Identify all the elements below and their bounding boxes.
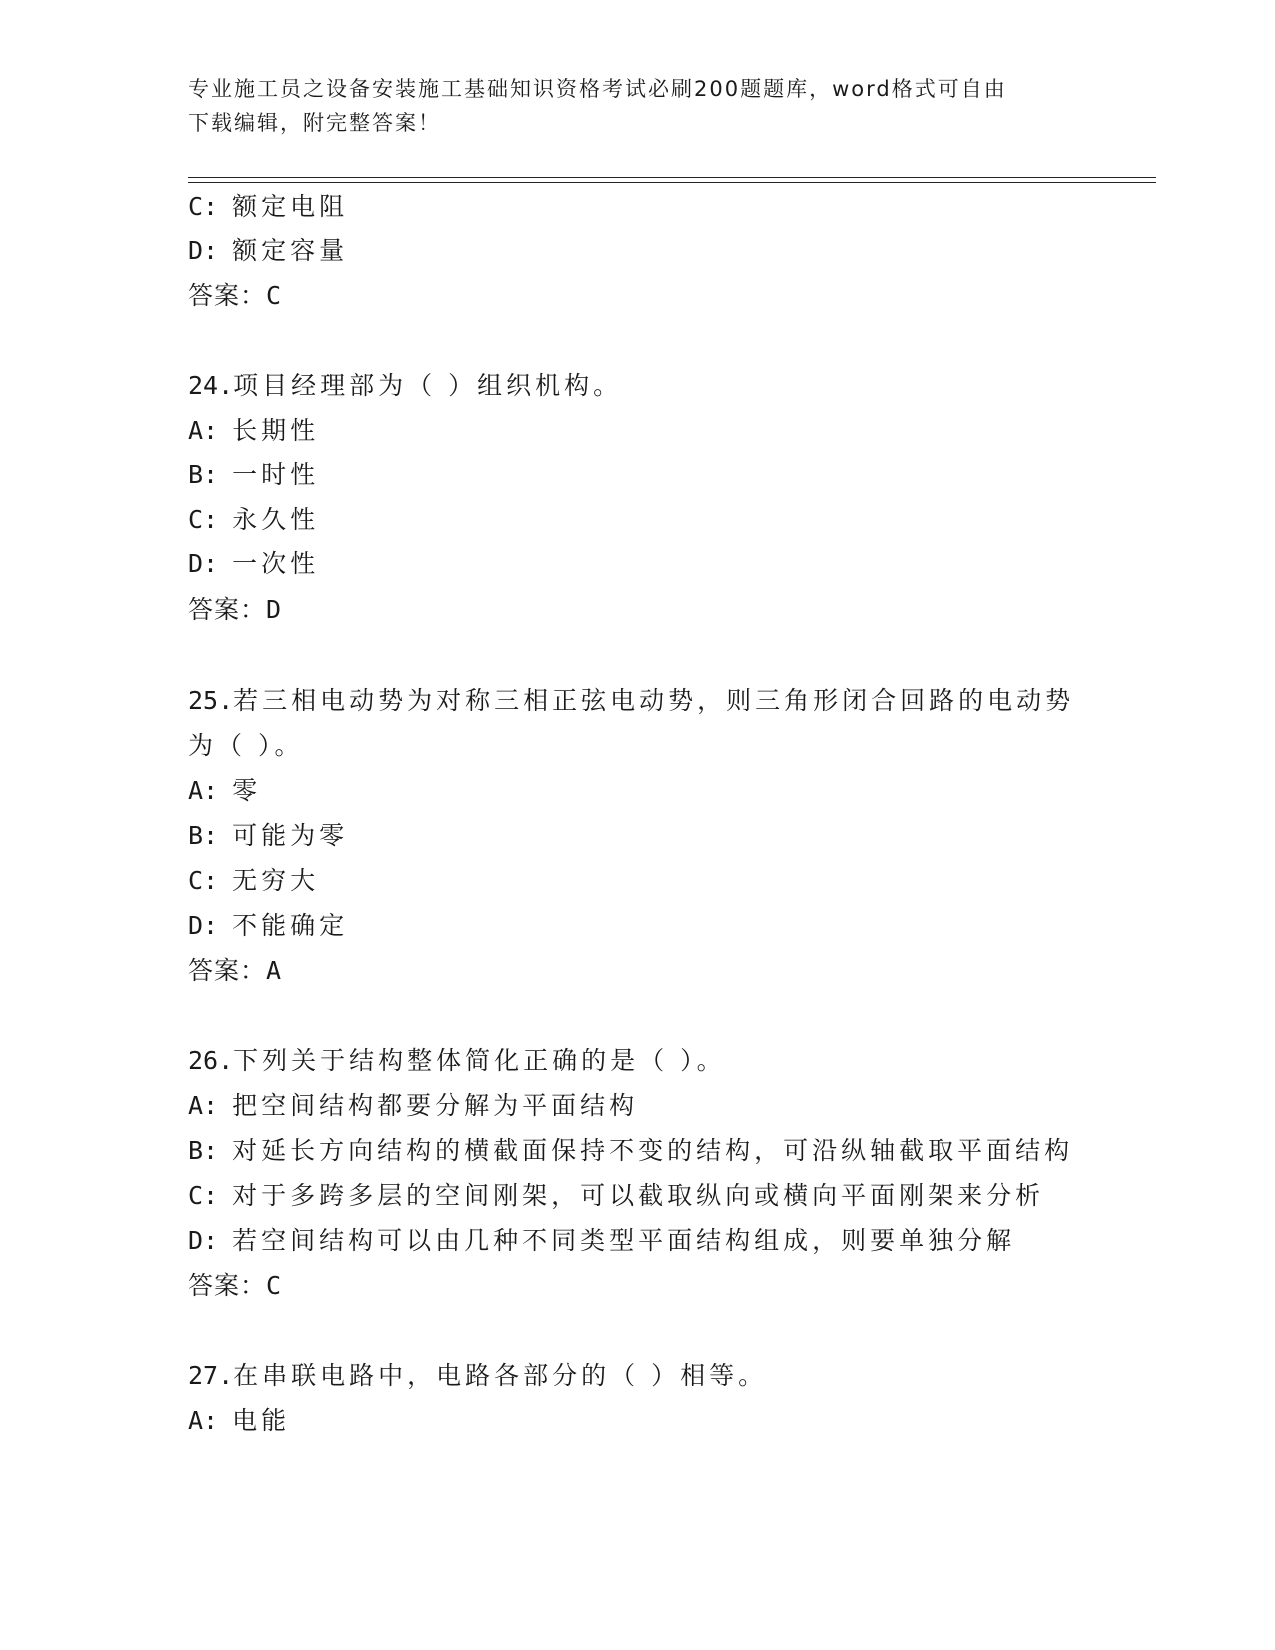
option-d: [188, 910, 348, 942]
option-letter: D:: [188, 236, 219, 265]
option-a: [188, 1405, 290, 1437]
option-text: 一时性: [232, 460, 320, 489]
question-number: 27.: [188, 1361, 234, 1390]
answer-line: [188, 280, 282, 312]
answer-value: C: [266, 1271, 283, 1300]
answer-line: [188, 594, 282, 626]
option-letter: B:: [188, 460, 219, 489]
header-rule-bottom: [188, 182, 1156, 183]
option-text: 对延长方向结构的横截面保持不变的结构，可沿纵轴截取平面结构: [232, 1136, 1074, 1165]
option-b: [188, 459, 319, 491]
option-c: [188, 191, 348, 223]
answer-line: [188, 1270, 282, 1302]
option-letter: A:: [188, 776, 219, 805]
option-letter: D:: [188, 1226, 219, 1255]
question-text: 项目经理部为（ ）组织机构。: [233, 371, 623, 400]
option-c: [188, 504, 319, 536]
option-text: 可能为零: [232, 821, 349, 850]
answer-label: 答案：: [188, 1271, 267, 1300]
option-text: 额定容量: [232, 236, 349, 265]
answer-value: A: [266, 956, 283, 985]
option-letter: D:: [188, 911, 219, 940]
header-title-line-2: 下载编辑，附完整答案！: [188, 111, 441, 135]
question-text-continued: 为（ ）。: [188, 731, 304, 760]
option-d: [188, 548, 319, 580]
answer-line: [188, 955, 282, 987]
option-c: [188, 865, 319, 897]
option-letter: A:: [188, 1091, 219, 1120]
answer-value: D: [266, 595, 283, 624]
option-text: 长期性: [232, 416, 320, 445]
question-continuation: [188, 730, 303, 762]
question-27: [188, 1360, 767, 1392]
question-number: 25.: [188, 686, 234, 715]
option-letter: C:: [188, 192, 219, 221]
option-letter: C:: [188, 1181, 219, 1210]
answer-label: 答案：: [188, 595, 267, 624]
option-text: 零: [232, 776, 262, 805]
option-letter: A:: [188, 1406, 219, 1435]
header-title-line-1: 专业施工员之设备安装施工基础知识资格考试必刷200题题库，word格式可自由: [188, 77, 1007, 101]
option-d: [188, 1225, 1015, 1257]
answer-label: 答案：: [188, 956, 267, 985]
question-25: [188, 685, 1074, 717]
option-text: 电能: [232, 1406, 291, 1435]
option-letter: C:: [188, 505, 219, 534]
question-26: [188, 1045, 726, 1077]
option-letter: B:: [188, 1136, 219, 1165]
question-text: 在串联电路中，电路各部分的（ ）相等。: [233, 1361, 768, 1390]
header-rule-top: [188, 177, 1156, 178]
option-text: 一次性: [232, 549, 320, 578]
option-c: [188, 1180, 1044, 1212]
question-24: [188, 370, 622, 402]
option-a: [188, 775, 261, 807]
option-text: 不能确定: [232, 911, 349, 940]
option-b: [188, 1135, 1073, 1167]
option-text: 若空间结构可以由几种不同类型平面结构组成，则要单独分解: [232, 1226, 1016, 1255]
option-text: 额定电阻: [232, 192, 349, 221]
question-number: 24.: [188, 371, 234, 400]
option-text: 无穷大: [232, 866, 320, 895]
option-text: 永久性: [232, 505, 320, 534]
question-text: 下列关于结构整体简化正确的是（ ）。: [233, 1046, 726, 1075]
question-number: 26.: [188, 1046, 234, 1075]
option-a: [188, 415, 319, 447]
answer-label: 答案：: [188, 281, 267, 310]
option-letter: C:: [188, 866, 219, 895]
option-d: [188, 235, 348, 267]
answer-value: C: [266, 281, 283, 310]
option-b: [188, 820, 348, 852]
option-text: 把空间结构都要分解为平面结构: [232, 1091, 639, 1120]
document-header: [188, 72, 1088, 140]
option-a: [188, 1090, 638, 1122]
option-text: 对于多跨多层的空间刚架，可以截取纵向或横向平面刚架来分析: [232, 1181, 1045, 1210]
question-text: 若三相电动势为对称三相正弦电动势，则三角形闭合回路的电动势: [233, 686, 1075, 715]
option-letter: D:: [188, 549, 219, 578]
option-letter: B:: [188, 821, 219, 850]
option-letter: A:: [188, 416, 219, 445]
